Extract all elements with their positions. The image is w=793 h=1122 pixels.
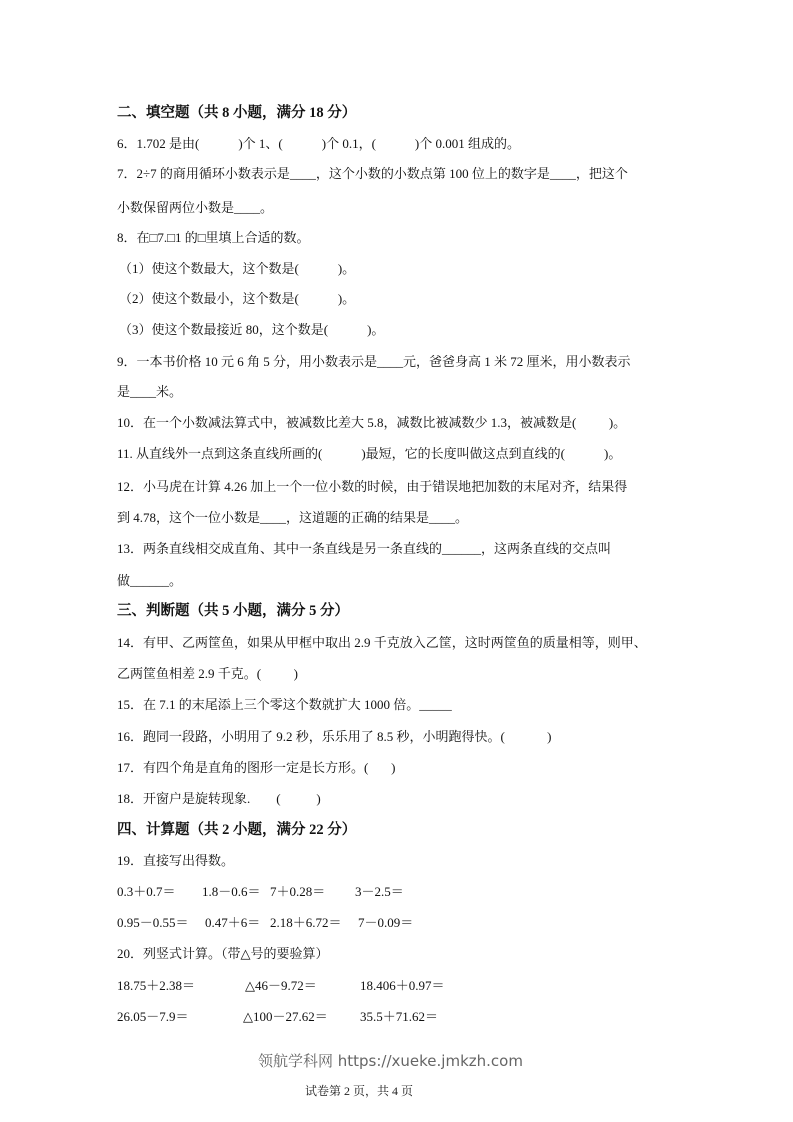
- question-12-cont: 到 4.78，这个一位小数是____，这道题的正确的结果是____。: [117, 510, 469, 525]
- question-14-cont: 乙两筐鱼相差 2.9 千克。( ): [117, 666, 298, 681]
- question-7: 7．2÷7 的商用循环小数表示是____，这个小数的小数点第 100 位上的数字是____，把这个: [117, 166, 628, 181]
- section-heading-calculation: 四、计算题（共 2 小题，满分 22 分）: [117, 822, 357, 838]
- question-6: 6．1.702 是由( )个 1、( )个 0.1，( )个 0.001 组成的。: [117, 136, 520, 151]
- section-heading-true-false: 三、判断题（共 5 小题，满分 5 分）: [117, 603, 349, 619]
- section-heading-fill-in: 二、填空题（共 8 小题，满分 18 分）: [117, 105, 357, 121]
- question-8-1: （1）使这个数最大，这个数是( )。: [119, 261, 356, 276]
- calc-item: 35.5＋71.62＝: [360, 1009, 439, 1024]
- question-15: 15．在 7.1 的末尾添上三个零这个数就扩大 1000 倍。_____: [117, 697, 452, 712]
- question-10: 10．在一个小数减法算式中，被减数比差大 5.8，减数比被减数少 1.3，被减数是( )。: [117, 415, 627, 430]
- calc-item: 0.3＋0.7＝: [117, 884, 176, 899]
- question-20: 20．列竖式计算。（带△号的要验算）: [117, 946, 329, 961]
- question-8: 8．在□7.□1 的□里填上合适的数。: [117, 230, 310, 245]
- question-13: 13．两条直线相交成直角、其中一条直线是另一条直线的______，这两条直线的交点叫: [117, 541, 612, 556]
- question-17: 17．有四个角是直角的图形一定是长方形。( ): [117, 760, 396, 775]
- question-7-cont: 小数保留两位小数是____。: [117, 200, 274, 215]
- question-14: 14．有甲、乙两筐鱼，如果从甲框中取出 2.9 千克放入乙筐，这时两筐鱼的质量相等，则甲、: [117, 635, 647, 650]
- calc-item: 18.75＋2.38＝: [117, 978, 196, 993]
- question-8-3: （3）使这个数最接近 80，这个数是( )。: [119, 322, 385, 337]
- calc-item: 3－2.5＝: [355, 884, 404, 899]
- question-12: 12．小马虎在计算 4.26 加上一个一位小数的时候，由于错误地把加数的末尾对齐，结果得: [117, 479, 628, 494]
- watermark: 领航学科网 https://xueke.jmkzh.com: [258, 1052, 523, 1070]
- question-13-cont: 做______。: [117, 573, 183, 588]
- calc-item: 7＋0.28＝: [270, 884, 326, 899]
- question-19: 19．直接写出得数。: [117, 853, 235, 868]
- calc-item: 0.47＋6＝: [205, 915, 261, 930]
- calc-item: 7－0.09＝: [358, 915, 414, 930]
- calc-item: 18.406＋0.97＝: [360, 978, 445, 993]
- calc-item: △100－27.62＝: [243, 1009, 328, 1024]
- question-9-cont: 是____米。: [117, 384, 183, 399]
- calc-item: 2.18＋6.72＝: [270, 915, 342, 930]
- question-16: 16．跑同一段路，小明用了 9.2 秒，乐乐用了 8.5 秒，小明跑得快。( ): [117, 729, 552, 744]
- question-9: 9．一本书价格 10 元 6 角 5 分，用小数表示是____元，爸爸身高 1 米 72 厘米，用小数表示: [117, 354, 631, 369]
- page-number: 试卷第 2 页，共 4 页: [305, 1084, 414, 1098]
- calc-item: 0.95－0.55＝: [117, 915, 189, 930]
- question-11: 11. 从直线外一点到这条直线所画的( )最短，它的长度叫做这点到直线的( )。: [117, 446, 622, 461]
- question-8-2: （2）使这个数最小，这个数是( )。: [119, 291, 356, 306]
- calc-item: 26.05－7.9＝: [117, 1009, 189, 1024]
- calc-item: △46－9.72＝: [245, 978, 317, 993]
- calc-item: 1.8－0.6＝: [202, 884, 261, 899]
- question-18: 18．开窗户是旋转现象. ( ): [117, 791, 321, 806]
